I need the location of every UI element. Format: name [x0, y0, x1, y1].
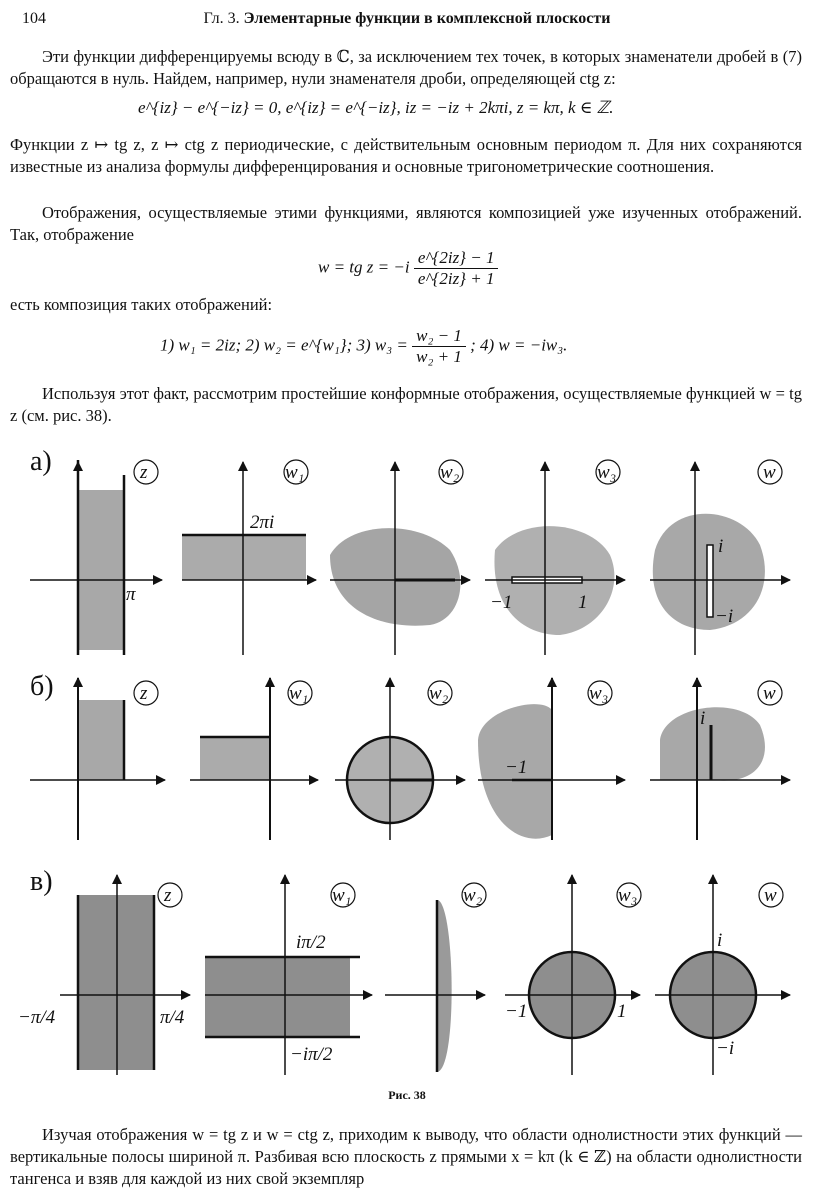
paragraph-5: Используя этот факт, рассмотрим простейшие конформные отображения, осуществляемые функцией w = tg z (см. рис. 38).: [10, 384, 802, 425]
paragraph-4: есть композиция таких отображений:: [10, 295, 273, 314]
plane-b-w: [650, 678, 790, 840]
label-minus-one: −1: [505, 757, 528, 778]
label-minus-i-pi-2: −iπ/2: [290, 1044, 333, 1065]
shaded-strip: [78, 490, 124, 650]
plane-label-w: w: [763, 462, 776, 483]
plane-c-w1: [205, 875, 372, 1075]
chapter-title: Элементарные функции в комплексной плоскости: [243, 10, 611, 27]
figure-caption: Рис. 38: [388, 1088, 426, 1102]
shaded-half-strip: [78, 700, 124, 780]
label-one: 1: [578, 592, 588, 613]
plane-b-z: [30, 678, 165, 840]
label-one: 1: [617, 1001, 627, 1022]
shaded-half-strip: [200, 737, 270, 780]
paragraph-2: Функции z ↦ tg z, z ↦ ctg z периодические, с действительным основным периодом π. Для них сохраняются известные из анализа формулы дифференцирования и основные тригонометрические соотношения.: [10, 135, 802, 176]
plane-a-w3: [485, 460, 625, 655]
plane-c-w: [655, 875, 790, 1075]
equation-composition-start: 1) w₁ = 2iz; 2) w₂ = e^{w₁}; 3) w₃ =: [160, 335, 408, 355]
plane-label-w1: w₁: [285, 462, 305, 483]
plane-a-w1: [182, 460, 316, 655]
label-i-pi-2: iπ/2: [296, 932, 326, 953]
equation-tangent: [318, 248, 498, 289]
plane-c-w2: [385, 883, 486, 1072]
row-label-a: а): [30, 446, 52, 477]
label-i: i: [718, 536, 724, 557]
equation-tangent-denominator: e^{2iz} + 1: [417, 269, 495, 288]
plane-label-w: w: [763, 683, 776, 704]
label-minus-one: −1: [505, 1001, 528, 1022]
label-i: i: [700, 708, 706, 729]
label-minus-one: −1: [490, 592, 513, 613]
plane-c-z: [18, 875, 190, 1075]
shaded-strip: [182, 535, 306, 580]
chapter-number: Гл. 3.: [203, 10, 240, 27]
shaded-strip: [78, 895, 154, 1070]
plane-label-w3: w₃: [618, 885, 638, 906]
equation-tangent-fraction: [414, 248, 499, 289]
plane-label-z: z: [164, 885, 172, 906]
plane-label-w3: w₃: [589, 683, 609, 704]
equation-composition-fraction: [412, 326, 466, 367]
plane-label-w2: w₂: [429, 683, 449, 704]
cut-segment: [707, 545, 713, 617]
equation-tangent-numerator: e^{2iz} − 1: [414, 248, 499, 269]
plane-label-w1: w₁: [289, 683, 309, 704]
figure-38: [0, 440, 814, 1080]
paragraph-1: Эти функции дифференцируемы всюду в ℂ, за исключением тех точек, в которых знаменатели дробей в (7) обращаются в нуль. Найдем, например, нули знаменателя дроби, определяющей ctg z:: [10, 47, 802, 88]
plane-a-z: [30, 460, 162, 655]
plane-b-w3: [478, 678, 625, 840]
label-pi-4: π/4: [160, 1007, 185, 1028]
page-header: [22, 10, 792, 32]
plane-b-w2: [335, 678, 465, 840]
plane-a-w: [650, 460, 790, 655]
equation-composition-numerator: w₂ − 1: [412, 326, 466, 347]
label-i: i: [717, 930, 723, 951]
plane-a-w2: [330, 460, 470, 655]
plane-b-w1: [190, 678, 318, 840]
page-number: 104: [22, 10, 46, 27]
row-label-v: в): [30, 866, 53, 897]
equation-composition-denominator: w₂ + 1: [416, 347, 462, 366]
plane-label-w3: w₃: [597, 462, 617, 483]
plane-label-z: z: [140, 683, 148, 704]
plane-label-w1: w₁: [332, 885, 352, 906]
equation-composition-end: ; 4) w = −iw₃.: [470, 335, 568, 355]
equation-tangent-lhs: w = tg z = −i: [318, 257, 410, 277]
shaded-strip: [205, 957, 350, 1037]
row-label-b: б): [30, 671, 54, 702]
equation-composition: [160, 326, 567, 367]
equation-zeros: e^{iz} − e^{−iz} = 0, e^{iz} = e^{−iz}, iz = −iz + 2kπi, z = kπ, k ∈ ℤ.: [138, 98, 614, 117]
running-title: [22, 10, 792, 28]
shaded-half-plane: [437, 900, 452, 1072]
plane-c-w3: [505, 875, 641, 1075]
label-2pi-i: 2πi: [250, 512, 275, 533]
label-minus-i: −i: [716, 1038, 735, 1059]
paragraph-6: Изучая отображения w = tg z и w = ctg z, приходим к выводу, что области однолистности этих функций — вертикальные полосы шириной π. Разбивая всю плоскость z прямыми x = kπ (k ∈ ℤ) на области однолистности тангенса и взяв для каждой из них свой экземпляр: [10, 1125, 802, 1188]
label-minus-i: −i: [715, 606, 734, 627]
plane-label-z: z: [140, 462, 148, 483]
paragraph-3: Отображения, осуществляемые этими функциями, являются композицией уже изученных отображений. Так, отображение: [10, 203, 802, 244]
label-minus-pi-4: −π/4: [18, 1007, 56, 1028]
plane-label-w: w: [764, 885, 777, 906]
plane-label-w2: w₂: [463, 885, 483, 906]
label-pi: π: [126, 584, 136, 605]
plane-label-w2: w₂: [440, 462, 460, 483]
